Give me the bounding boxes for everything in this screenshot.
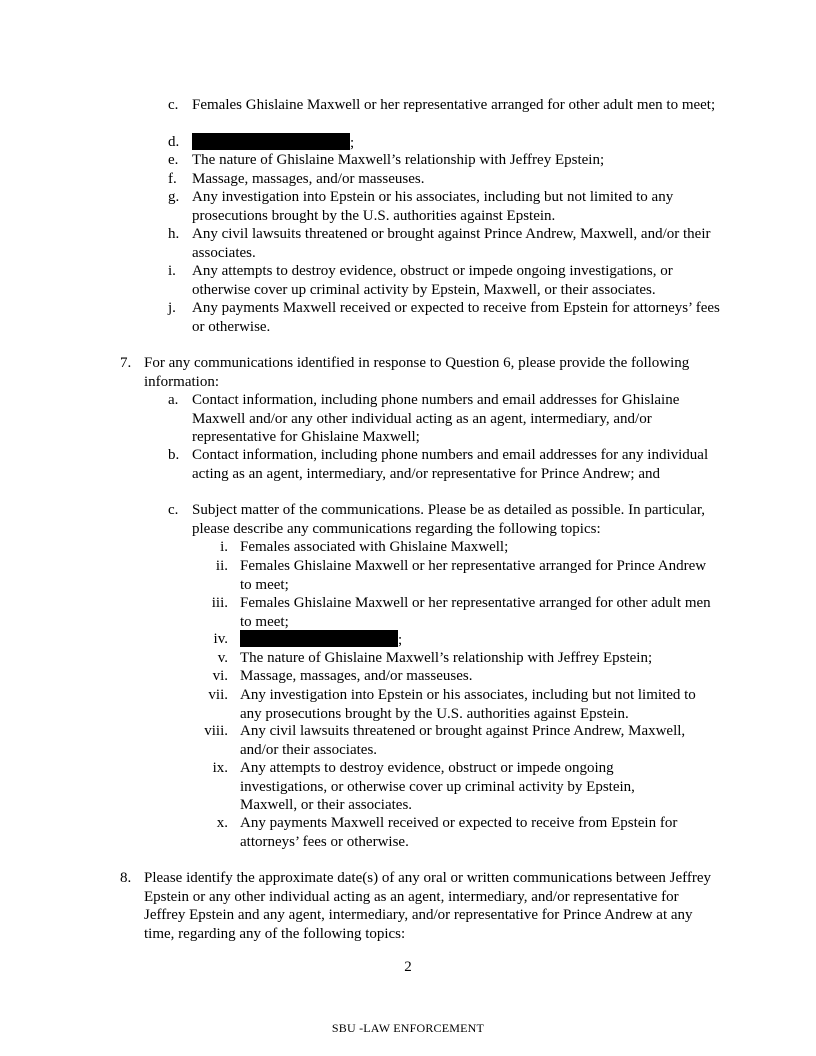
list-marker: f. xyxy=(168,171,177,187)
list-marker: viii. xyxy=(204,723,228,739)
list-marker: a. xyxy=(168,392,179,408)
list-item-text: Any attempts to destroy evidence, obstruct or impede ongoing investigations, or otherwise cover up criminal activity by Epstein, Maxwell, or their associates. xyxy=(240,760,635,813)
list-item-text: Any payments Maxwell received or expected to receive from Epstein for attorneys’ fees or otherwise. xyxy=(240,815,678,850)
list-marker: i. xyxy=(220,539,228,555)
list-item-text: Any investigation into Epstein or his associates, including but not limited to any prosecutions brought by the U.S. authorities against Epstein. xyxy=(192,189,674,224)
list-item-text: Massage, massages, and/or masseuses. xyxy=(192,171,425,187)
redaction-box xyxy=(240,630,398,647)
question-text: Please identify the approximate date(s) of any oral or written communications between Jeffrey Epstein or any other individual acting as an agent, intermediary, and/or representative for Jeffrey Epstein and any agent, intermediary, and/or representative for Prince Andrew at any time, regarding any of the following topics: xyxy=(144,870,712,942)
list-marker: ix. xyxy=(212,760,228,776)
list-marker: vii. xyxy=(208,687,228,703)
list-marker: v. xyxy=(217,650,228,666)
list-item-text: Contact information, including phone numbers and email addresses for Ghislaine Maxwell and/or any other individual acting as an agent, intermediary, and/or representative for Ghislaine Maxwell; xyxy=(192,392,680,445)
list-item-text: Females Ghislaine Maxwell or her representative arranged for Prince Andrew to meet; xyxy=(240,558,707,593)
list-marker: i. xyxy=(168,263,176,279)
question-number: 8. xyxy=(120,870,132,886)
list-marker: c. xyxy=(168,502,179,518)
list-item-text: ; xyxy=(398,632,403,648)
list-marker: b. xyxy=(168,447,180,463)
list-item-text: Any civil lawsuits threatened or brought against Prince Andrew, Maxwell, and/or their associates. xyxy=(240,723,686,758)
list-item-text: Massage, massages, and/or masseuses. xyxy=(240,668,473,684)
list-item-text: Any civil lawsuits threatened or brought against Prince Andrew, Maxwell, and/or their associates. xyxy=(192,226,711,261)
list-marker: d. xyxy=(168,134,180,150)
list-item-text: ; xyxy=(350,135,355,151)
footer-classification: SBU -LAW ENFORCEMENT xyxy=(331,1021,485,1035)
list-marker: g. xyxy=(168,189,180,205)
list-item-text: Females associated with Ghislaine Maxwell; xyxy=(240,539,509,555)
page-number: 2 xyxy=(404,959,412,975)
list-marker: vi. xyxy=(212,668,228,684)
list-item-text: Any investigation into Epstein or his associates, including but not limited to any prosecutions brought by the U.S. authorities against Epstein. xyxy=(240,687,696,722)
redaction-box xyxy=(192,133,350,150)
list-marker: j. xyxy=(168,300,176,316)
list-marker: iii. xyxy=(211,595,228,611)
list-marker: c. xyxy=(168,97,179,113)
list-marker: e. xyxy=(168,152,179,168)
list-item-text: The nature of Ghislaine Maxwell’s relationship with Jeffrey Epstein; xyxy=(240,650,653,666)
question-number: 7. xyxy=(120,355,132,371)
list-marker: h. xyxy=(168,226,180,242)
list-marker: iv. xyxy=(213,631,228,647)
list-item-text: Any payments Maxwell received or expected to receive from Epstein for attorneys’ fees or otherwise. xyxy=(192,300,720,335)
list-marker: ii. xyxy=(215,558,228,574)
list-item-text: Subject matter of the communications. Please be as detailed as possible. In particular, please describe any communications regarding the following topics: xyxy=(192,502,705,537)
list-marker: x. xyxy=(216,815,228,831)
list-item-text: Females Ghislaine Maxwell or her representative arranged for other adult men to meet; xyxy=(240,595,711,630)
list-item-text: Contact information, including phone numbers and email addresses for any individual acting as an agent, intermediary, and/or representative for Prince Andrew; and xyxy=(192,447,709,482)
list-item-text: Any attempts to destroy evidence, obstruct or impede ongoing investigations, or otherwise cover up criminal activity by Epstein, Maxwell, or their associates. xyxy=(192,263,673,298)
list-item-text: The nature of Ghislaine Maxwell’s relationship with Jeffrey Epstein; xyxy=(192,152,605,168)
question-text: For any communications identified in response to Question 6, please provide the following information: xyxy=(144,355,690,390)
list-item-text: Females Ghislaine Maxwell or her representative arranged for other adult men to meet; xyxy=(192,97,716,113)
